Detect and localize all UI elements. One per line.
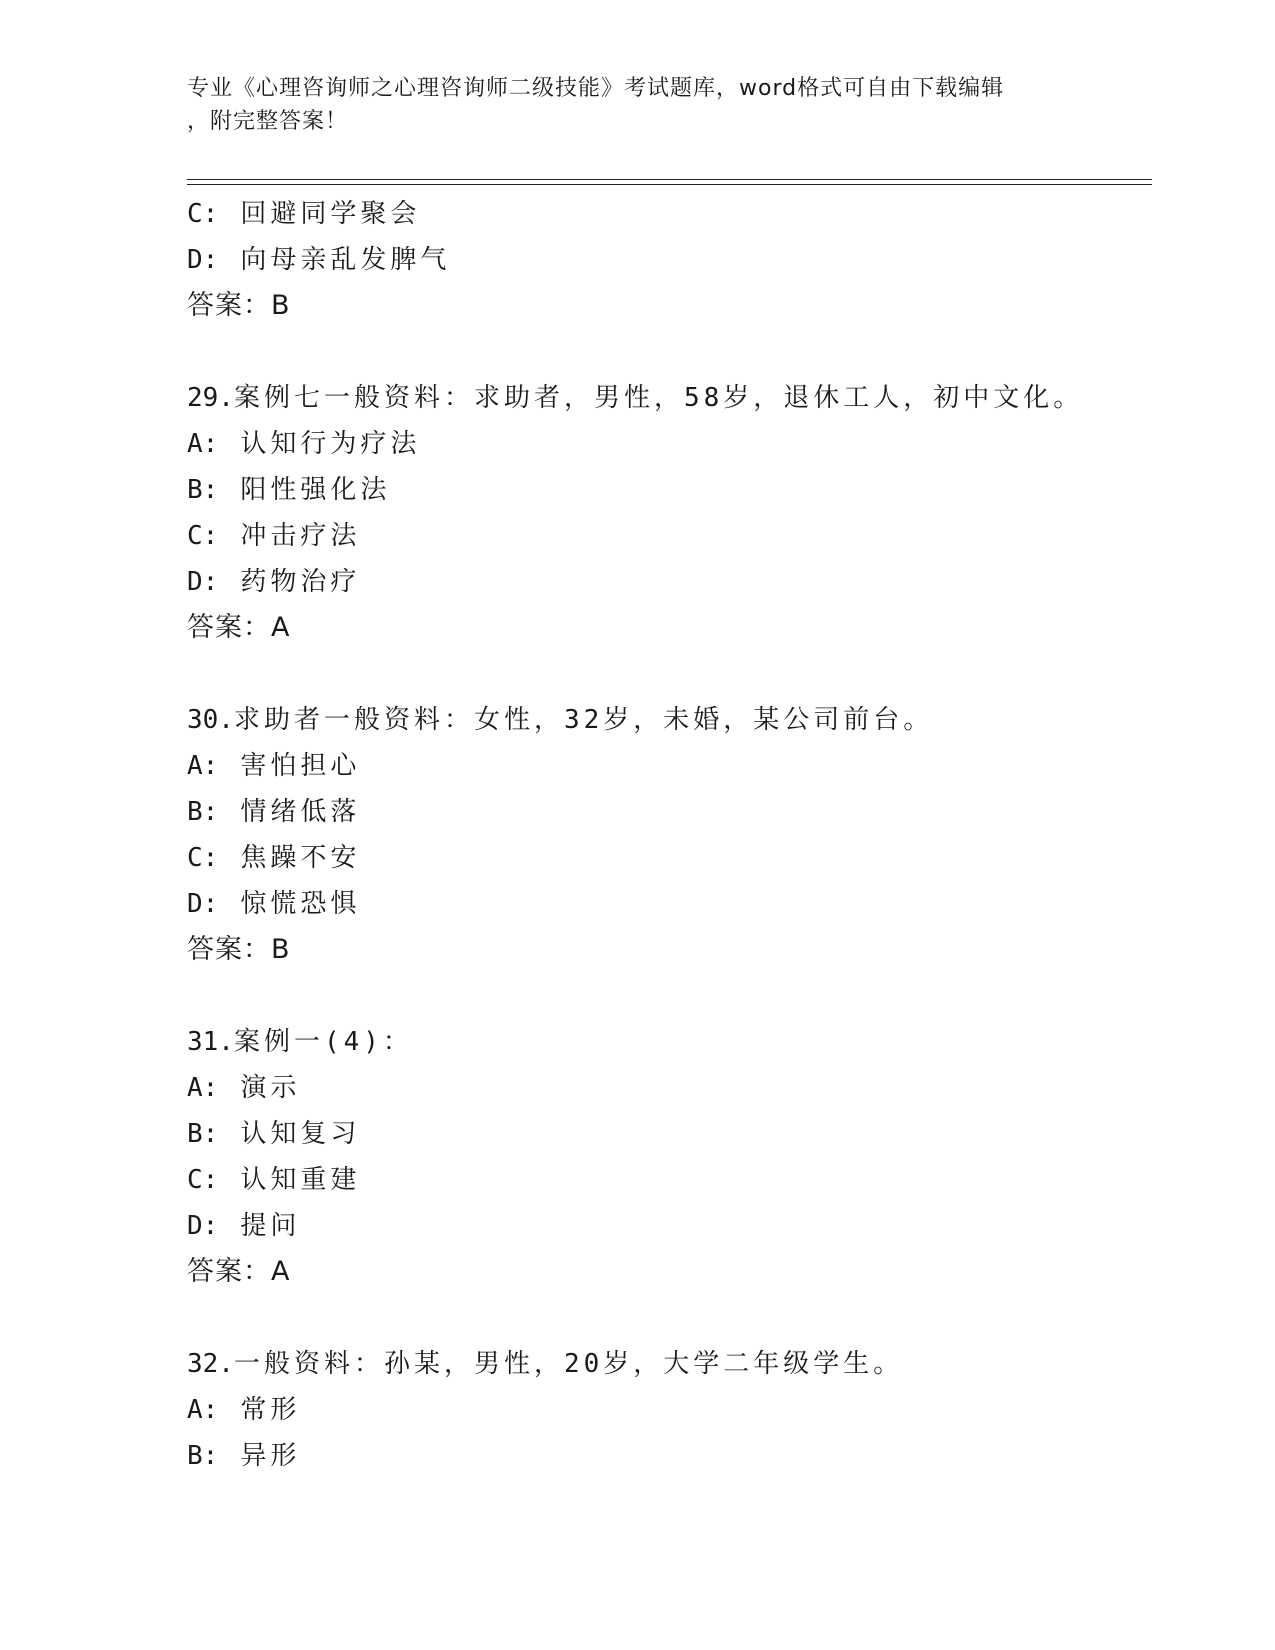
option-text: 异形 — [240, 1441, 301, 1471]
spacer — [187, 1295, 1152, 1341]
option-row — [187, 421, 1152, 467]
option-key: A: — [187, 429, 219, 459]
option-text: 向母亲乱发脾气 — [240, 245, 451, 275]
question-number: 31. — [187, 1027, 234, 1057]
option-text: 药物治疗 — [240, 567, 361, 597]
option-row — [187, 1387, 1152, 1433]
question-stem — [187, 1019, 1152, 1065]
option-key: D: — [187, 245, 219, 275]
option-text: 提问 — [240, 1211, 301, 1241]
spacer — [187, 973, 1152, 1019]
option-key: C: — [187, 1165, 219, 1195]
option-key: B: — [187, 475, 219, 505]
option-key: D: — [187, 1211, 219, 1241]
option-row — [187, 743, 1152, 789]
option-row — [187, 467, 1152, 513]
option-row — [187, 559, 1152, 605]
question-text: 案例七一般资料：求助者，男性，58岁，退休工人，初中文化。 — [233, 383, 1084, 413]
option-row — [187, 835, 1152, 881]
header-divider-bottom — [187, 184, 1152, 185]
option-key: D: — [187, 567, 219, 597]
option-row — [187, 789, 1152, 835]
question-list — [187, 191, 1152, 1479]
option-text: 演示 — [240, 1073, 301, 1103]
option-text: 惊慌恐惧 — [240, 889, 361, 919]
option-text: 害怕担心 — [240, 751, 361, 781]
option-key: C: — [187, 843, 219, 873]
answer-line: 答案：A — [187, 1256, 291, 1287]
option-row — [187, 1433, 1152, 1479]
option-text: 回避同学聚会 — [240, 199, 421, 229]
option-text: 认知重建 — [240, 1165, 361, 1195]
option-key: B: — [187, 1441, 219, 1471]
option-key: D: — [187, 889, 219, 919]
option-row — [187, 1111, 1152, 1157]
question-text: 一般资料：孙某，男性，20岁，大学二年级学生。 — [233, 1349, 904, 1379]
option-text: 情绪低落 — [240, 797, 361, 827]
option-text: 焦躁不安 — [240, 843, 361, 873]
option-row — [187, 1065, 1152, 1111]
option-row — [187, 1203, 1152, 1249]
spacer — [187, 329, 1152, 375]
question-stem — [187, 375, 1152, 421]
option-key: B: — [187, 797, 219, 827]
option-key: C: — [187, 521, 219, 551]
option-row — [187, 513, 1152, 559]
option-row — [187, 881, 1152, 927]
answer-line: 答案：B — [187, 290, 291, 321]
option-key: C: — [187, 199, 219, 229]
option-key: A: — [187, 751, 219, 781]
question-text: 案例一(4)： — [233, 1027, 413, 1057]
option-text: 冲击疗法 — [240, 521, 361, 551]
option-row — [187, 1157, 1152, 1203]
option-text: 阳性强化法 — [240, 475, 391, 505]
header-line-1: 专业《心理咨询师之心理咨询师二级技能》考试题库，word格式可自由下载编辑 — [187, 76, 1005, 101]
document-header — [187, 72, 1087, 138]
question-text: 求助者一般资料：女性，32岁，未婚，某公司前台。 — [233, 705, 934, 735]
question-number: 30. — [187, 705, 234, 735]
spacer — [187, 651, 1152, 697]
question-stem — [187, 1341, 1152, 1387]
question-stem — [187, 697, 1152, 743]
option-row — [187, 237, 1152, 283]
option-key: B: — [187, 1119, 219, 1149]
question-number: 32. — [187, 1349, 234, 1379]
header-line-2: ，附完整答案！ — [187, 109, 349, 134]
question-number: 29. — [187, 383, 234, 413]
answer-line: 答案：B — [187, 934, 291, 965]
answer-line: 答案：A — [187, 612, 291, 643]
option-text: 认知行为疗法 — [240, 429, 421, 459]
option-text: 认知复习 — [240, 1119, 361, 1149]
header-divider-top — [187, 179, 1152, 180]
option-key: A: — [187, 1395, 219, 1425]
option-row — [187, 191, 1152, 237]
option-text: 常形 — [240, 1395, 301, 1425]
option-key: A: — [187, 1073, 219, 1103]
